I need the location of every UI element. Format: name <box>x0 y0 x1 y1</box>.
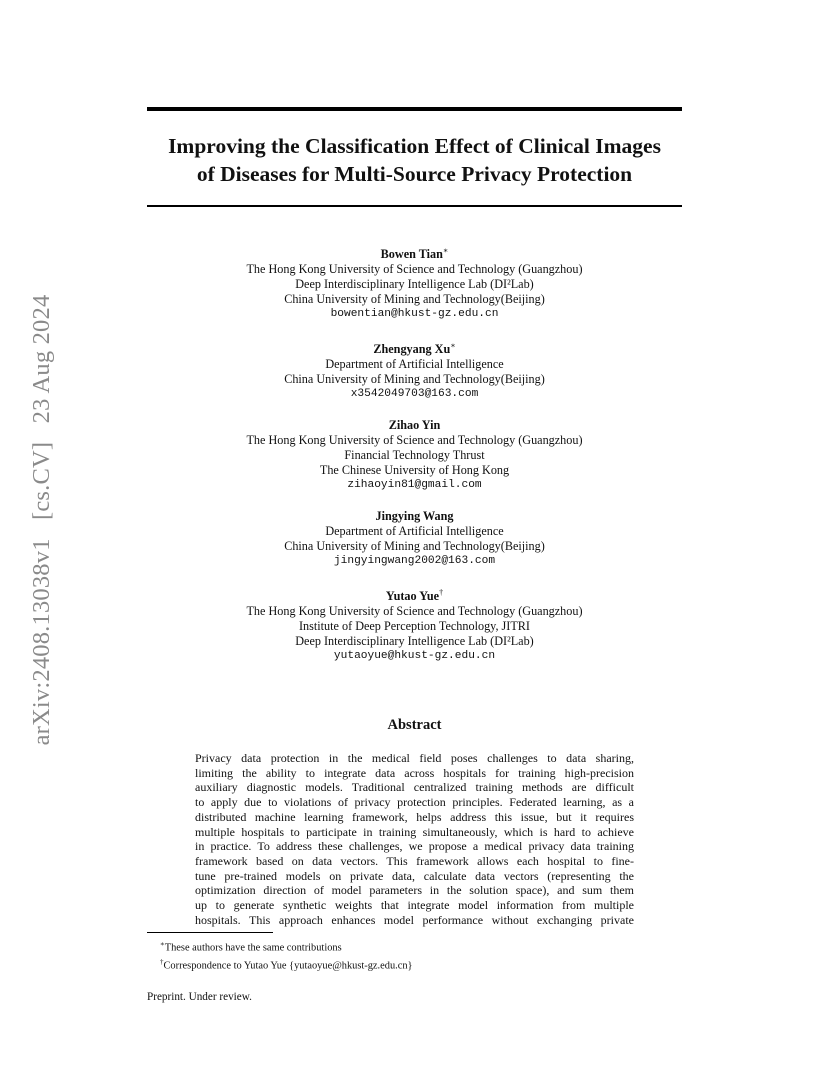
author-affiliation: Department of Artificial Intelligence <box>325 524 504 539</box>
author-affiliation: Financial Technology Thrust <box>344 448 485 463</box>
abstract-body <box>195 751 634 927</box>
title-rule-top <box>147 107 682 111</box>
author-entry <box>147 585 682 664</box>
abstract-line: hospitals. This approach enhances model performance without exchanging private <box>195 912 634 927</box>
author-affiliation: The Hong Kong University of Science and Technology (Guangzhou) <box>246 604 583 619</box>
author-affiliation: Deep Interdisciplinary Intelligence Lab (DI²Lab) <box>295 277 534 292</box>
author-affiliation: China University of Mining and Technology(Beijing) <box>284 372 545 387</box>
lab-math: (DI²Lab) <box>490 634 534 649</box>
author-entry <box>147 243 682 322</box>
abstract-line: to apply due to violations of privacy protection principles. Federated learning, as a <box>195 795 634 810</box>
abstract-line: auxiliary diagnostic models. Traditional centralized training methods are difficult <box>195 780 634 795</box>
abstract-line: framework based on data vectors. This framework allows each hospital to fine- <box>195 853 634 868</box>
author-name: Jingying Wang <box>375 509 454 524</box>
abstract-line: optimization direction of model parameters in the solution space), and sum them <box>195 883 634 898</box>
author-entry <box>147 338 682 402</box>
title-line: Improving the Classification Effect of Clinical Images <box>168 134 661 158</box>
author-mark: ∗ <box>450 341 456 351</box>
author-mark: ∗ <box>442 246 449 255</box>
footnote: ∗These authors have the same contributions <box>160 940 342 954</box>
author-entry <box>147 509 682 569</box>
paper-title <box>147 132 682 188</box>
lab-math: (DI²Lab) <box>490 277 534 292</box>
title-line: of Diseases for Multi-Source Privacy Protection <box>196 162 633 186</box>
arxiv-category: [cs.CV] <box>28 441 55 521</box>
author-email[interactable]: bowentian@hkust-gz.edu.cn <box>330 308 499 321</box>
abstract-line: multiple hospitals to participate in training simultaneously, which is hard to achieve <box>195 824 634 839</box>
arxiv-date: 23 Aug 2024 <box>28 294 55 424</box>
title-rule-bottom <box>147 205 682 207</box>
footnote-mark: ∗ <box>160 940 165 948</box>
footnote-mark: † <box>160 958 164 967</box>
author-affiliation: Department of Artificial Intelligence <box>325 357 504 372</box>
author-name: Bowen Tian∗ <box>380 246 449 262</box>
abstract-line: in practice. To address these challenges, we propose a medical privacy data training <box>195 839 634 854</box>
abstract-line: distributed machine learning framework, helps address this issue, but it requires <box>195 809 634 824</box>
author-affiliation: The Hong Kong University of Science and Technology (Guangzhou) <box>246 433 583 448</box>
arxiv-id: arXiv:2408.13038v1 <box>28 538 55 746</box>
author-block <box>147 243 682 680</box>
author-name: Yutao Yue† <box>385 588 444 604</box>
footnote-rule <box>147 932 273 933</box>
author-email[interactable]: jingyingwang2002@163.com <box>333 555 496 568</box>
author-affiliation: Deep Interdisciplinary Intelligence Lab (DI²Lab) <box>295 634 534 649</box>
abstract-line: Privacy data protection in the medical field poses challenges to data sharing, <box>195 751 634 765</box>
author-email[interactable]: yutaoyue@hkust-gz.edu.cn <box>333 650 496 663</box>
author-name: Zhengyang Xu∗ <box>373 341 456 357</box>
footnote: †Correspondence to Yutao Yue {yutaoyue@hkust-gz.edu.cn} <box>160 958 413 972</box>
author-name: Zihao Yin <box>388 418 441 433</box>
author-entry <box>147 418 682 493</box>
author-affiliation: The Hong Kong University of Science and Technology (Guangzhou) <box>246 262 583 277</box>
author-affiliation: China University of Mining and Technology(Beijing) <box>284 292 545 307</box>
abstract-line: limiting the ability to integrate data across hospitals for training high-precision <box>195 765 634 780</box>
footnotes <box>160 937 413 974</box>
preprint-note: Preprint. Under review. <box>147 991 252 1003</box>
arxiv-stamp <box>28 295 56 746</box>
author-affiliation: Institute of Deep Perception Technology, JITRI <box>299 619 530 634</box>
author-mark: † <box>439 588 444 598</box>
author-affiliation: The Chinese University of Hong Kong <box>319 463 510 478</box>
abstract-line: tune pre-trained models on private data, calculate data vectors (representing the <box>195 868 634 883</box>
author-email[interactable]: x3542049703@163.com <box>350 388 479 401</box>
abstract-heading: Abstract <box>387 717 442 733</box>
author-affiliation: China University of Mining and Technology(Beijing) <box>284 539 545 554</box>
abstract-line: up to generate synthetic weights that integrate model information from multiple <box>195 898 634 913</box>
author-email[interactable]: zihaoyin81@gmail.com <box>347 479 482 492</box>
